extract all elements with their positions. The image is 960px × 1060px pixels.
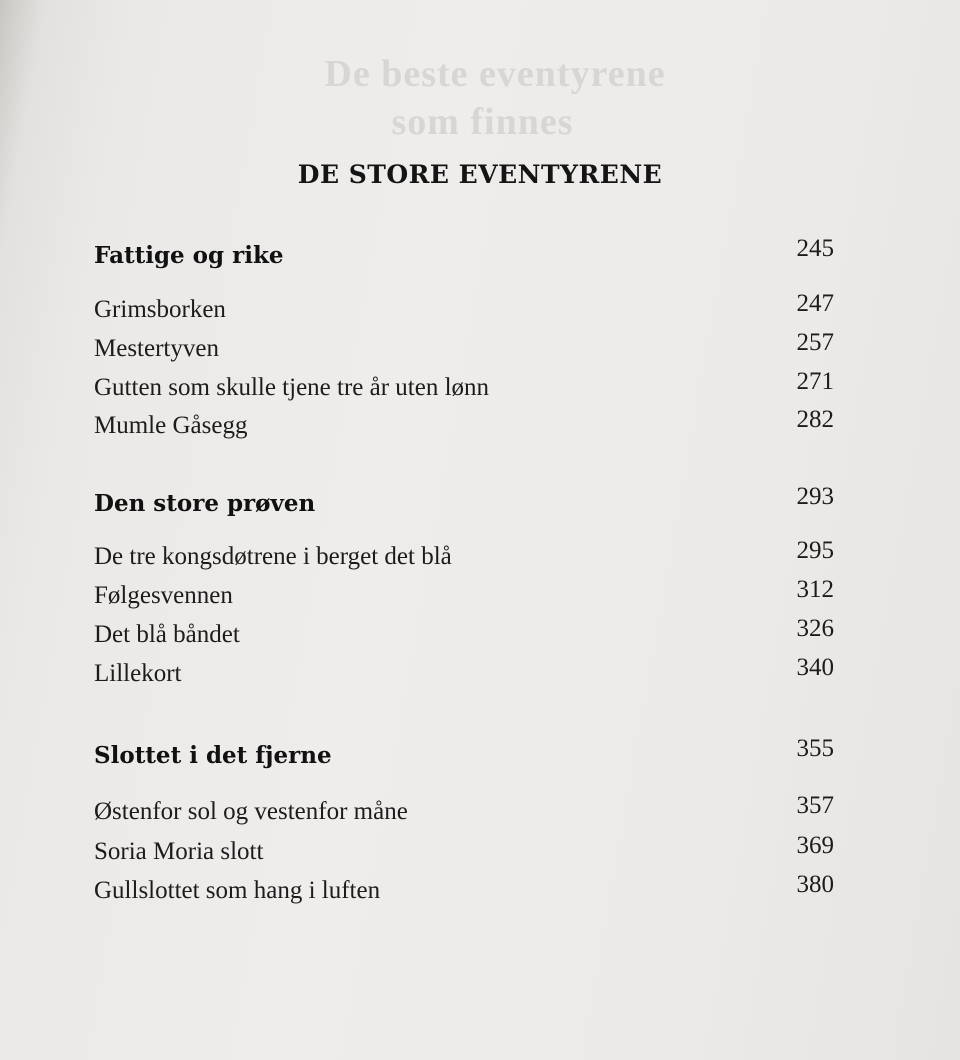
section-heading-title: Slottet i det fjerne <box>94 742 332 769</box>
toc-entry-page: 271 <box>796 368 834 395</box>
toc-entry <box>94 537 834 571</box>
bleed-through-title-line-2: som finnes <box>391 101 574 143</box>
toc-entry-title: Østenfor sol og vestenfor måne <box>94 798 408 825</box>
section-heading-page: 355 <box>796 735 834 762</box>
toc-entry-page: 326 <box>796 615 834 642</box>
toc-entry <box>94 654 834 688</box>
toc-entry <box>94 832 834 866</box>
toc-entry <box>94 615 834 649</box>
toc-entry <box>94 792 834 826</box>
toc-entry-page: 380 <box>796 871 834 898</box>
toc-entry-title: Mestertyven <box>94 335 219 362</box>
toc-entry-page: 369 <box>796 832 834 859</box>
toc-entry-page: 257 <box>796 329 834 356</box>
toc-entry-title: De tre kongsdøtrene i berget det blå <box>94 543 452 570</box>
toc-entry-title: Lillekort <box>94 660 182 687</box>
section-heading-title: Fattige og rike <box>94 242 284 269</box>
toc-entry-title: Gullslottet som hang i luften <box>94 877 381 904</box>
toc-entry <box>94 406 834 440</box>
toc-entry <box>94 368 834 402</box>
toc-entry <box>94 871 834 905</box>
toc-entry-title: Mumle Gåsegg <box>94 412 248 439</box>
contents-title: DE STORE EVENTYRENE <box>297 160 663 189</box>
toc-entry-title: Gutten som skulle tjene tre år uten lønn <box>94 374 490 401</box>
toc-entry-page: 247 <box>796 290 834 317</box>
toc-entry-title: Det blå båndet <box>94 621 240 648</box>
toc-entry-title: Grimsborken <box>94 296 226 323</box>
toc-entry-title: Følgesvennen <box>94 582 233 609</box>
section-heading-page: 293 <box>796 483 834 510</box>
section-heading <box>94 483 834 517</box>
toc-entry <box>94 576 834 610</box>
section-heading <box>94 735 834 769</box>
toc-entry-page: 282 <box>796 406 834 433</box>
toc-entry-page: 357 <box>796 792 834 819</box>
toc-entry-page: 295 <box>796 537 834 564</box>
toc-entry <box>94 329 834 363</box>
toc-entry-page: 312 <box>796 576 834 603</box>
section-heading <box>94 235 834 269</box>
section-heading-title: Den store prøven <box>94 490 316 517</box>
toc-entry <box>94 290 834 324</box>
section-heading-page: 245 <box>796 235 834 262</box>
toc-entry-page: 340 <box>796 654 834 681</box>
bleed-through-title-line-1: De beste eventyrene <box>324 53 666 95</box>
toc-entry-title: Soria Moria slott <box>94 838 264 865</box>
